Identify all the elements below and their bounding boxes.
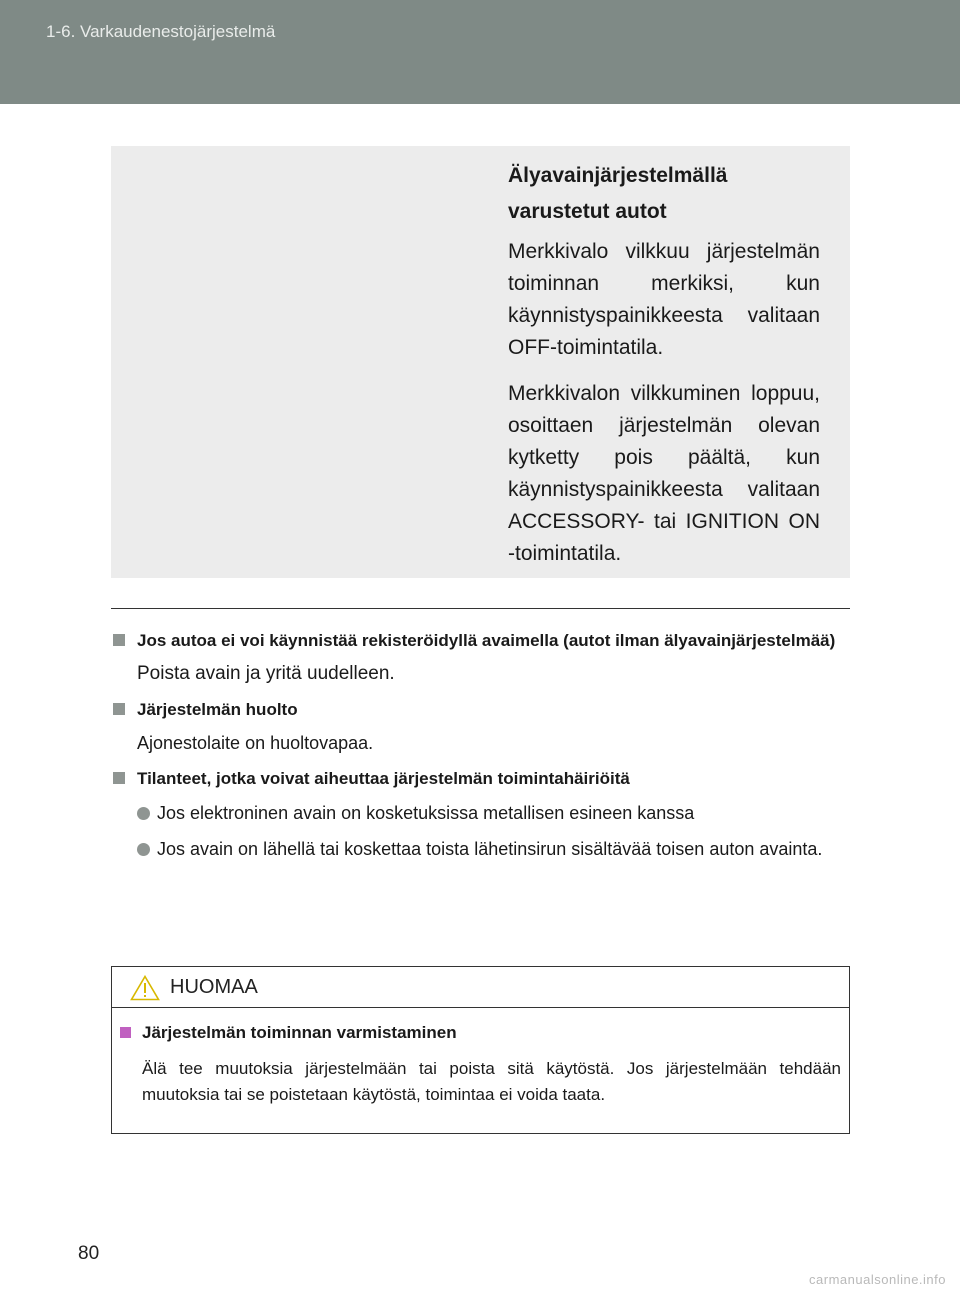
warning-subtitle-text: Järjestelmän toiminnan varmistaminen [142,1023,457,1042]
info-box-text [508,158,820,584]
note-title-text: Tilanteet, jotka voivat aiheuttaa järjestelmän toimintahäiriöitä [137,769,630,788]
warning-header [112,967,849,1008]
warning-triangle-icon [130,975,160,1006]
list-item-text: Jos elektroninen avain on kosketuksissa metallisen esineen kanssa [157,803,695,823]
warning-body [112,1008,849,1108]
square-bullet-icon [120,1027,131,1038]
section-title: 1-6. Varkaudenestojärjestelmä [46,22,276,41]
info-box-paragraph: Merkkivalon vilkkuminen loppuu, osoittaen järjestelmän olevan kytketty pois päältä, kun käynnistyspainikkeesta valitaan ACCESSORY- tai IGNITION ON -toimintatila. [508,382,820,565]
note-title-text: Järjestelmän huolto [137,700,298,719]
round-bullet-icon [137,843,150,856]
notes-section [111,628,841,871]
note-title [111,766,841,791]
info-box-paragraph: Merkkivalo vilkkuu järjestelmän toiminnan merkiksi, kun käynnistyspainikkeesta valitaan OFF-toimintatila. [508,240,820,359]
note-title-text: Jos autoa ei voi käynnistää rekisteröidyllä avaimella (autot ilman älyavainjärjestelmää) [137,631,836,650]
list-item-text: Jos avain on lähellä tai koskettaa toista lähetinsirun sisältävää toisen auton avainta. [157,839,823,859]
warning-text: Älä tee muutoksia järjestelmään tai poista sitä käytöstä. Jos järjestelmään tehdään muutoksia tai se poistetaan käytöstä, toimintaa ei voida taata. [142,1059,841,1104]
square-bullet-icon [113,703,125,715]
page-number: 80 [78,1243,100,1264]
watermark: carmanualsonline.info [809,1272,946,1287]
list-item [111,835,841,863]
warning-box [111,966,850,1134]
note-body: Poista avain ja yritä uudelleen. [137,663,395,684]
warning-subtitle [120,1020,841,1046]
round-bullet-icon [137,807,150,820]
square-bullet-icon [113,634,125,646]
section-divider [111,608,850,609]
list-item [111,799,841,827]
note-title [111,697,841,722]
square-bullet-icon [113,772,125,784]
info-box-heading: Älyavainjärjestelmällä varustetut autot [508,164,728,223]
warning-label: HUOMAA [170,976,258,998]
page-header [0,0,960,104]
note-title [111,628,841,653]
note-body: Ajonestolaite on huoltovapaa. [137,733,374,753]
